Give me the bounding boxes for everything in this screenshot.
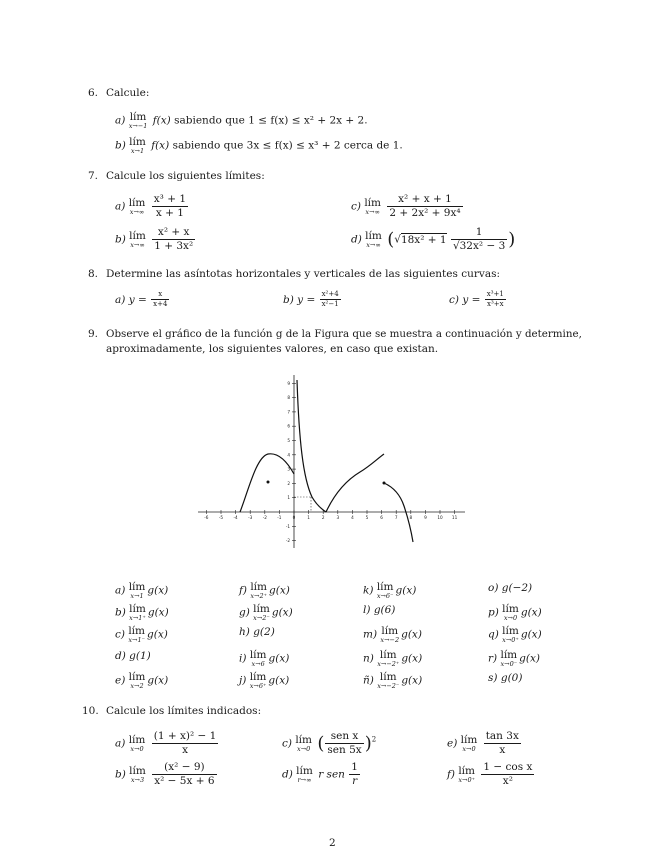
x-tick-label: -5 <box>218 515 224 520</box>
p9-item <box>115 582 168 599</box>
p9-item <box>363 650 422 667</box>
p7-text: Calcule los siguientes límites: <box>106 170 265 182</box>
lim-op: lím <box>128 625 146 637</box>
item-label: e) <box>115 674 126 687</box>
y-tick-label: 3 <box>287 466 290 472</box>
p10-c: c) lím x→0 ( $\frac{\text{sen x}}{\text{sen 5x}}$ )$^2$ <box>282 730 377 757</box>
lim-sub: x→−2 <box>380 635 400 644</box>
lim-op: lím <box>129 603 146 615</box>
p9-item <box>239 626 275 638</box>
lim-op: lím <box>379 671 397 683</box>
x-tick-label: -6 <box>204 515 209 520</box>
p9-item <box>239 672 289 689</box>
expr: g(x) <box>268 652 290 665</box>
y-tick-label: 7 <box>287 409 290 415</box>
lim-sub: x→0⁻ <box>500 659 518 668</box>
item-label: o) <box>488 582 499 594</box>
item-label: p) <box>488 606 499 619</box>
p9-item <box>239 582 290 599</box>
lim-op: lím <box>128 581 146 593</box>
y-tick-label: 9 <box>287 380 290 386</box>
p9-item <box>363 582 416 599</box>
y-tick-label: -2 <box>285 538 290 544</box>
item-label: n) <box>363 652 374 665</box>
curve-right-rise <box>326 454 384 512</box>
expr: g(x) <box>401 652 423 665</box>
p9-item <box>115 650 151 662</box>
lim-sub: x→−1 <box>128 121 148 130</box>
p6-b <box>115 137 403 154</box>
lim-op: lím <box>253 603 270 615</box>
item-label: d) <box>115 650 126 662</box>
curve-far-right <box>384 483 413 542</box>
p9-item <box>115 626 168 643</box>
x-tick-label: 11 <box>451 515 458 520</box>
p9-item <box>239 650 289 667</box>
x-ticks <box>204 510 457 520</box>
x-tick-label: -2 <box>262 515 267 520</box>
lim-sub: x→0 <box>503 613 518 622</box>
item-label: r) <box>488 652 498 665</box>
item-label: s) <box>488 672 498 684</box>
item-label: a) <box>115 584 126 597</box>
curve-asymptote-branch <box>297 380 326 512</box>
p8-c: c) y = $\frac{\text{x³+1}}{\text{x³+x}}$ <box>449 290 504 309</box>
p8-a: a) y = $\frac{x}{x+4}$ <box>115 290 168 309</box>
x-tick-label: 6 <box>380 515 383 520</box>
lim-op: lím <box>381 625 399 637</box>
x-tick-label: -4 <box>233 515 238 520</box>
lim-sub: x→1 <box>130 146 145 155</box>
expr: g(x) <box>520 606 542 619</box>
item-label: c) <box>115 628 125 641</box>
expr: g(x) <box>147 674 169 687</box>
x-tick-label: 0 <box>292 515 296 520</box>
x-tick-label: 3 <box>336 515 340 520</box>
p7-a: a) lím x→∞ $\frac{\text{x³ + 1}}{x + 1}$ <box>115 193 187 220</box>
p7-number: 7. <box>88 170 99 182</box>
y-tick-label: 1 <box>287 495 290 501</box>
expr: g(x) <box>401 674 423 687</box>
expr: g(x) <box>268 674 290 687</box>
tail: sabiendo que 1 ≤ f(x) ≤ x² + 2x + 2. <box>174 114 368 127</box>
expr: g(x) <box>147 584 169 597</box>
expr: g(0) <box>500 672 523 684</box>
point-isolated <box>267 481 270 484</box>
y-tick-label: -1 <box>285 523 290 529</box>
x-tick-label: 4 <box>351 515 354 520</box>
x-tick-label: 10 <box>437 515 443 520</box>
p6-number: 6. <box>88 87 99 99</box>
p9-item <box>488 672 522 684</box>
tail: sabiendo que 3x ≤ f(x) ≤ x³ + 2 cerca de 1. <box>172 139 403 152</box>
item-label: i) <box>239 652 247 665</box>
p6-a <box>115 112 368 129</box>
expr: g(−2) <box>501 582 533 594</box>
p9-line2: aproximadamente, los siguientes valores, en caso que existan. <box>106 343 439 355</box>
p9-item <box>363 672 422 689</box>
lim-sub: x→2⁺ <box>250 591 268 600</box>
lim-op: lím <box>376 581 394 593</box>
expr: g(x) <box>519 652 540 665</box>
lim-op: lím <box>249 671 267 683</box>
expr: g(2) <box>253 626 275 638</box>
lim-op: lím <box>250 581 268 593</box>
y-tick-label: 8 <box>287 395 290 401</box>
y-tick-label: 5 <box>287 438 290 443</box>
p9-line1: Observe el gráfico de la función g de la Figura que se muestra a continuación y determine, <box>106 328 582 340</box>
lim-sub: x→1 <box>130 591 144 600</box>
expr: g(x) <box>271 606 293 619</box>
lim-sub: x→1⁺ <box>129 613 146 622</box>
lim-op: lím <box>379 649 397 661</box>
p10-text: Calcule los límites indicados: <box>106 705 262 717</box>
item-label: f) <box>239 584 247 597</box>
p9-item <box>363 604 395 616</box>
page-number: 2 <box>329 837 336 849</box>
function-graph <box>198 370 468 560</box>
lim-sub: x→1⁻ <box>128 635 146 644</box>
lim-sub: x→0⁺ <box>502 635 519 644</box>
p9-item <box>488 650 540 667</box>
p10-b: b) lím x→3 $\frac{\text{(x² − 9)}}{\text{x² − 5x + 6}}$ <box>115 761 215 788</box>
lim-sub: x→2⁻ <box>253 613 270 622</box>
lim-sub: x→−2⁻ <box>377 681 400 690</box>
p8-number: 8. <box>88 268 99 280</box>
x-tick-label: 7 <box>394 515 398 520</box>
expr: g(x) <box>395 584 417 597</box>
expr: f(x) <box>151 139 170 152</box>
p7-d: d) lím x→∞ (√18x² + 1 $\frac{1}{\text{√32x² − 3}}$ ) <box>351 226 516 253</box>
expr: g(x) <box>147 628 168 641</box>
lim-op: lím <box>129 136 146 148</box>
item-label: q) <box>488 628 499 641</box>
x-tick-label: 5 <box>365 515 369 520</box>
p9-item <box>488 582 532 594</box>
p8-b: b) y = $\frac{\text{x²+4}}{\text{x²−1}}$ <box>283 290 339 309</box>
p10-e: e) lím x→0 $\frac{\tan 3x}{x}$ <box>447 730 519 757</box>
lim-op: lím <box>129 111 147 123</box>
x-tick-label: 1 <box>307 515 310 520</box>
expr: g(1) <box>129 650 151 662</box>
item-label: g) <box>239 606 250 619</box>
lim-op: lím <box>500 649 518 661</box>
p10-number: 10. <box>82 705 99 717</box>
p9-item <box>239 604 293 621</box>
p6-text: Calcule: <box>106 87 150 99</box>
item-label: b) <box>115 139 126 152</box>
p7-c: c) lím x→∞ $\frac{\text{x² + x + 1}}{\text{2 + 2x² + 9x⁴}}$ <box>351 193 461 220</box>
p9-item <box>363 626 422 643</box>
lim-sub: x→6⁺ <box>249 681 267 690</box>
p10-a: a) lím x→0 $\frac{\text{(1 + x)² − 1}}{x}$ <box>115 730 217 757</box>
p9-item <box>115 604 169 621</box>
p8-text: Determine las asíntotas horizontales y verticales de las siguientes curvas: <box>106 268 501 280</box>
item-label: k) <box>363 584 374 597</box>
item-label: j) <box>239 674 247 687</box>
item-label: b) <box>115 606 126 619</box>
p10-d: d) lím r→∞ r sen $\frac{1}{r}$ <box>282 761 358 788</box>
y-tick-label: 6 <box>287 423 290 429</box>
lim-op: lím <box>128 671 146 683</box>
expr: f(x) <box>152 114 171 127</box>
x-tick-label: -1 <box>277 515 282 520</box>
x-tick-label: 9 <box>424 515 427 520</box>
p7-b: b) lím x→∞ $\frac{\text{x² + x}}{\text{1 + 3x²}}$ <box>115 226 194 253</box>
lim-op: lím <box>249 649 267 661</box>
lim-sub: x→6⁻ <box>376 591 394 600</box>
y-tick-label: 4 <box>287 452 290 458</box>
p9-item <box>488 626 542 643</box>
x-tick-label: -3 <box>248 515 253 520</box>
point-at-six <box>383 482 386 485</box>
item-label: l) <box>363 604 371 616</box>
item-label: ñ) <box>363 674 374 687</box>
item-label: m) <box>363 628 378 641</box>
x-tick-label: 2 <box>321 515 325 520</box>
y-tick-label: 2 <box>287 480 290 486</box>
x-tick-label: 8 <box>409 515 413 520</box>
lim-sub: x→2 <box>130 681 144 690</box>
p9-item <box>488 604 542 621</box>
lim-sub: x→6 <box>251 659 265 668</box>
lim-sub: x→−2⁺ <box>377 659 400 668</box>
p9-number: 9. <box>88 328 99 340</box>
expr: g(x) <box>401 628 422 641</box>
expr: g(x) <box>269 584 290 597</box>
lim-op: lím <box>502 603 519 615</box>
p9-item <box>115 672 168 689</box>
expr: g(x) <box>520 628 542 641</box>
lim-op: lím <box>502 625 519 637</box>
item-label: h) <box>239 626 250 638</box>
p10-f: f) lím x→0⁺ $\frac{\text{1 − cos x}}{\text{x²}}$ <box>447 761 533 788</box>
expr: g(x) <box>147 606 169 619</box>
expr: g(6) <box>373 604 396 616</box>
item-label: a) <box>115 114 126 127</box>
